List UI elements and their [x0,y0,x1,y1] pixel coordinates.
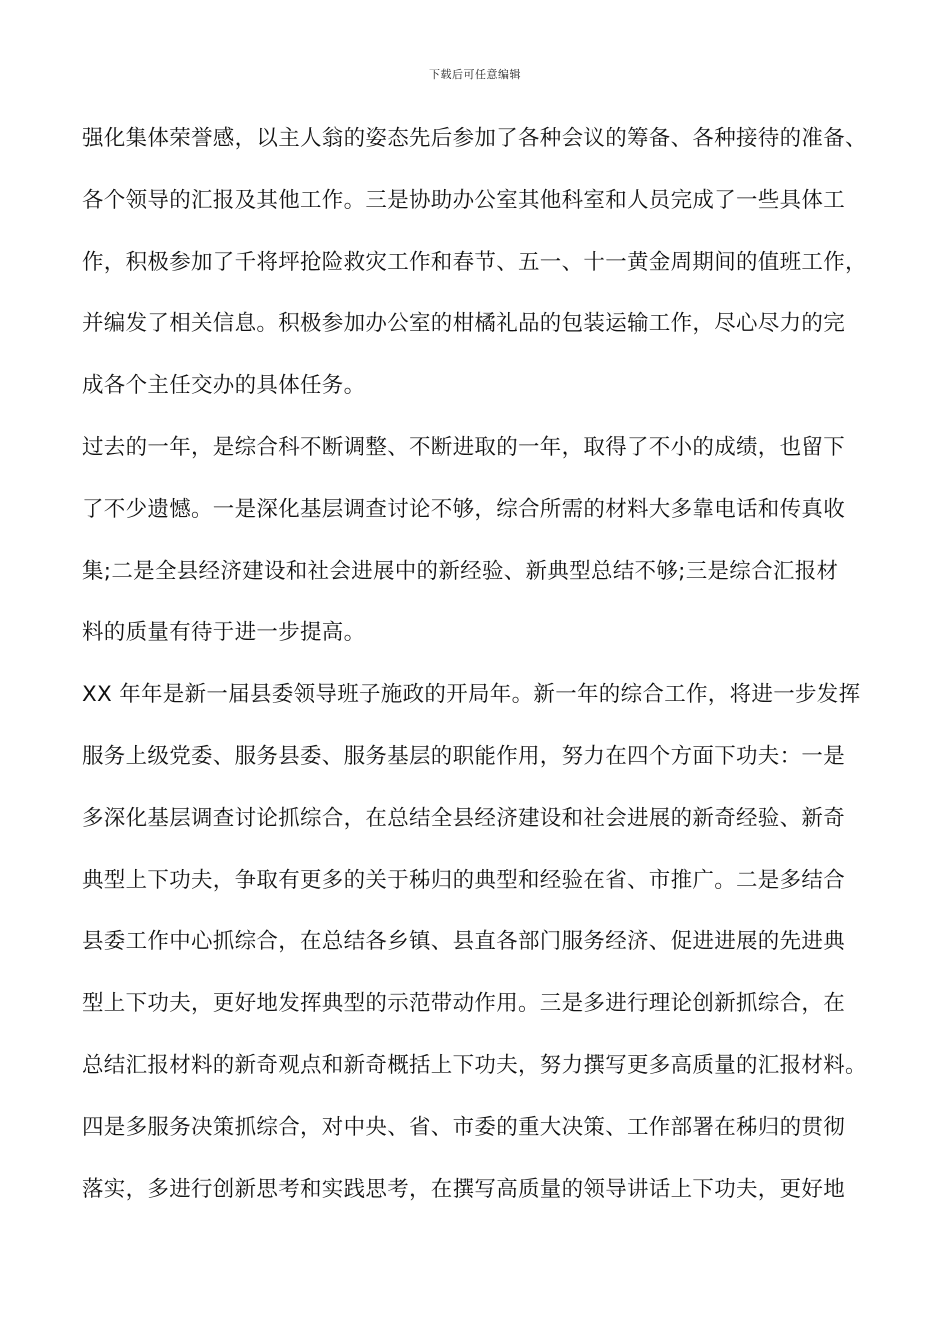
text-line: 多深化基层调查讨论抓综合，在总结全县经济建设和社会进展的新奇经验、新奇 [82,805,846,831]
text-line: 了不少遗憾。一是深化基层调查讨论不够，综合所需的材料大多靠电话和传真收 [82,496,846,522]
text-line: 强化集体荣誉感，以主人翁的姿态先后参加了各种会议的筹备、各种接待的准备、 [82,126,867,151]
text-line: 料的质量有待于进一步提高。 [82,620,366,646]
text-line: 过去的一年，是综合科不断调整、不断进取的一年，取得了不小的成绩，也留下 [82,434,846,460]
text-line: 总结汇报材料的新奇观点和新奇概括上下功夫，努力撰写更多高质量的汇报材料。 [82,1052,867,1078]
text-line: 并编发了相关信息。积极参加办公室的柑橘礼品的包装运输工作，尽心尽力的完 [82,311,846,337]
text-line: 作，积极参加了千将坪抢险救灾工作和春节、五一、十一黄金周期间的值班工作， [82,249,867,275]
document-body [82,108,872,1220]
page-header: 下载后可任意编辑 [429,68,521,81]
text-line: 县委工作中心抓综合，在总结各乡镇、县直各部门服务经济、促进进展的先进典 [82,929,846,955]
text-line: 型上下功夫，更好地发挥典型的示范带动作用。三是多进行理论创新抓综合，在 [82,991,846,1017]
text-line: 典型上下功夫，争取有更多的关于秭归的典型和经验在省、市推广。二是多结合 [82,867,846,893]
text-line: 集;二是全县经济建设和社会进展中的新经验、新典型总结不够;三是综合汇报材 [82,558,839,584]
text-line: 服务上级党委、服务县委、服务基层的职能作用，努力在四个方面下功夫：一是 [82,743,846,769]
text-line: 各个领导的汇报及其他工作。三是协助办公室其他科室和人员完成了一些具体工 [82,187,846,213]
text-line: XX 年年是新一届县委领导班子施政的开局年。新一年的综合工作，将进一步发挥 [82,682,861,708]
text-line: 四是多服务决策抓综合，对中央、省、市委的重大决策、工作部署在秭归的贯彻 [82,1114,846,1140]
text-line: 落实，多进行创新思考和实践思考，在撰写高质量的领导讲话上下功夫，更好地 [82,1176,846,1202]
text-line: 成各个主任交办的具体任务。 [82,373,366,399]
